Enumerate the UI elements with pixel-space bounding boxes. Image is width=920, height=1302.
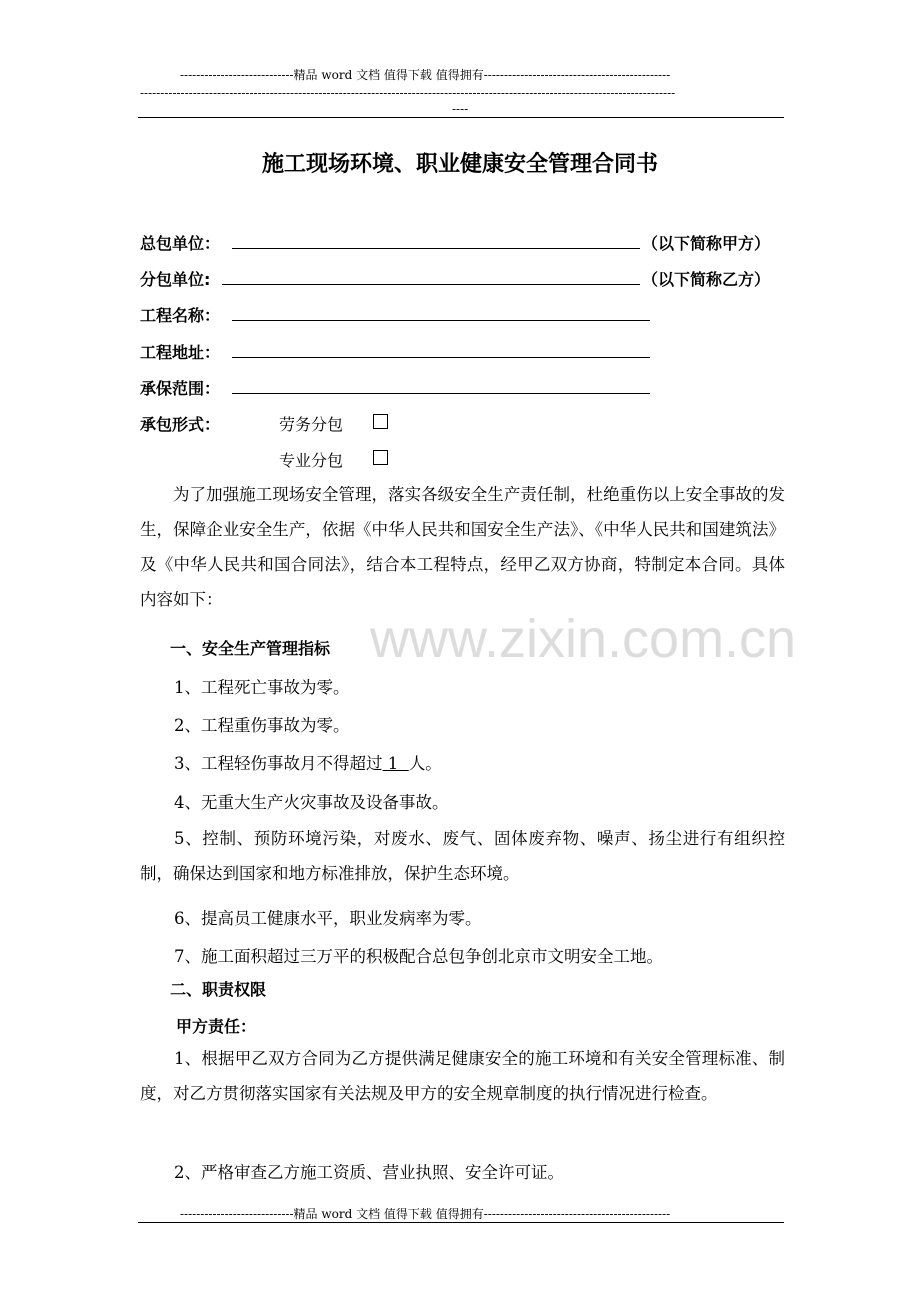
section1-item-4: 4、无重大生产火灾事故及设备事故。	[174, 793, 449, 812]
option-professional-subcontract: 专业分包	[279, 451, 344, 470]
field-label-contract-form: 承包形式：	[140, 415, 221, 434]
field-suffix-general-contractor: （以下简称甲方）	[642, 234, 771, 253]
field-label-scope: 承保范围：	[140, 379, 221, 398]
field-line-subcontractor[interactable]	[222, 284, 640, 285]
section1-item-2: 2、工程重伤事故为零。	[174, 716, 350, 735]
footer-banner: ----------------------------精品 word 文档 值得下载 值得拥有----------------------------------------------	[180, 1207, 671, 1221]
section1-item-3-unit: 人。	[408, 754, 442, 773]
field-suffix-subcontractor: （以下简称乙方）	[642, 270, 771, 289]
page-title: 施工现场环境、职业健康安全管理合同书	[261, 152, 658, 177]
field-label-general-contractor: 总包单位：	[140, 234, 221, 253]
section1-item-1: 1、工程死亡事故为零。	[174, 678, 350, 697]
section2-item-1-block	[140, 1041, 785, 1111]
header-dash-short: ----	[452, 102, 469, 116]
field-line-project-name[interactable]	[232, 320, 650, 321]
field-label-project-name: 工程名称：	[140, 306, 221, 325]
section1-item-5-block	[140, 821, 785, 891]
section1-item-3-value: 1	[382, 754, 409, 773]
header-banner: ----------------------------精品 word 文档 值得下载 值得拥有----------------------------------------------	[180, 68, 671, 82]
section1-heading: 一、安全生产管理指标	[170, 639, 331, 658]
section1-item-7: 7、施工面积超过三万平的积极配合总包争创北京市文明安全工地。	[174, 947, 663, 966]
section2-item-1: 1、根据甲乙双方合同为乙方提供满足健康安全的施工环境和有关安全管理标准、制度，对乙方贯彻落实国家有关法规及甲方的安全规章制度的执行情况进行检查。	[140, 1049, 785, 1103]
field-label-project-address: 工程地址：	[140, 343, 221, 362]
field-line-project-address[interactable]	[232, 357, 650, 358]
watermark: www.zixin.com.cn	[370, 609, 797, 669]
header-rule	[138, 117, 784, 118]
checkbox-professional-subcontract[interactable]	[373, 450, 388, 465]
field-line-scope[interactable]	[232, 393, 650, 394]
section1-item-5: 5、控制、预防环境污染，对废水、废气、固体废弃物、噪声、扬尘进行有组织控制，确保达到国家和地方标准排放，保护生态环境。	[140, 829, 785, 883]
section2-subheading: 甲方责任：	[176, 1017, 257, 1036]
section1-item-3	[174, 750, 442, 774]
footer-rule	[138, 1222, 784, 1223]
section1-item-3-text: 3、工程轻伤事故月不得超过	[174, 754, 383, 773]
section1-item-6: 6、提高员工健康水平，职业发病率为零。	[174, 909, 482, 928]
section2-heading: 二、职责权限	[170, 980, 267, 999]
intro-paragraph	[140, 477, 785, 617]
header-dash-line: ------------------------------------------------------------------------------------------------------------------------------------	[140, 86, 676, 100]
field-label-subcontractor: 分包单位:	[140, 270, 211, 289]
option-labor-subcontract: 劳务分包	[279, 415, 344, 434]
field-line-general-contractor[interactable]	[232, 248, 640, 249]
section2-item-2: 2、严格审查乙方施工资质、营业执照、安全许可证。	[174, 1163, 564, 1182]
checkbox-labor-subcontract[interactable]	[373, 414, 388, 429]
intro-text: 为了加强施工现场安全管理，落实各级安全生产责任制，杜绝重伤以上安全事故的发生，保障企业安全生产，依据《中华人民共和国安全生产法》、《中华人民共和国建筑法》及《中华人民共和国合同法》，结合本工程特点，经甲乙双方协商，特制定本合同。具体内容如下：	[140, 485, 785, 609]
